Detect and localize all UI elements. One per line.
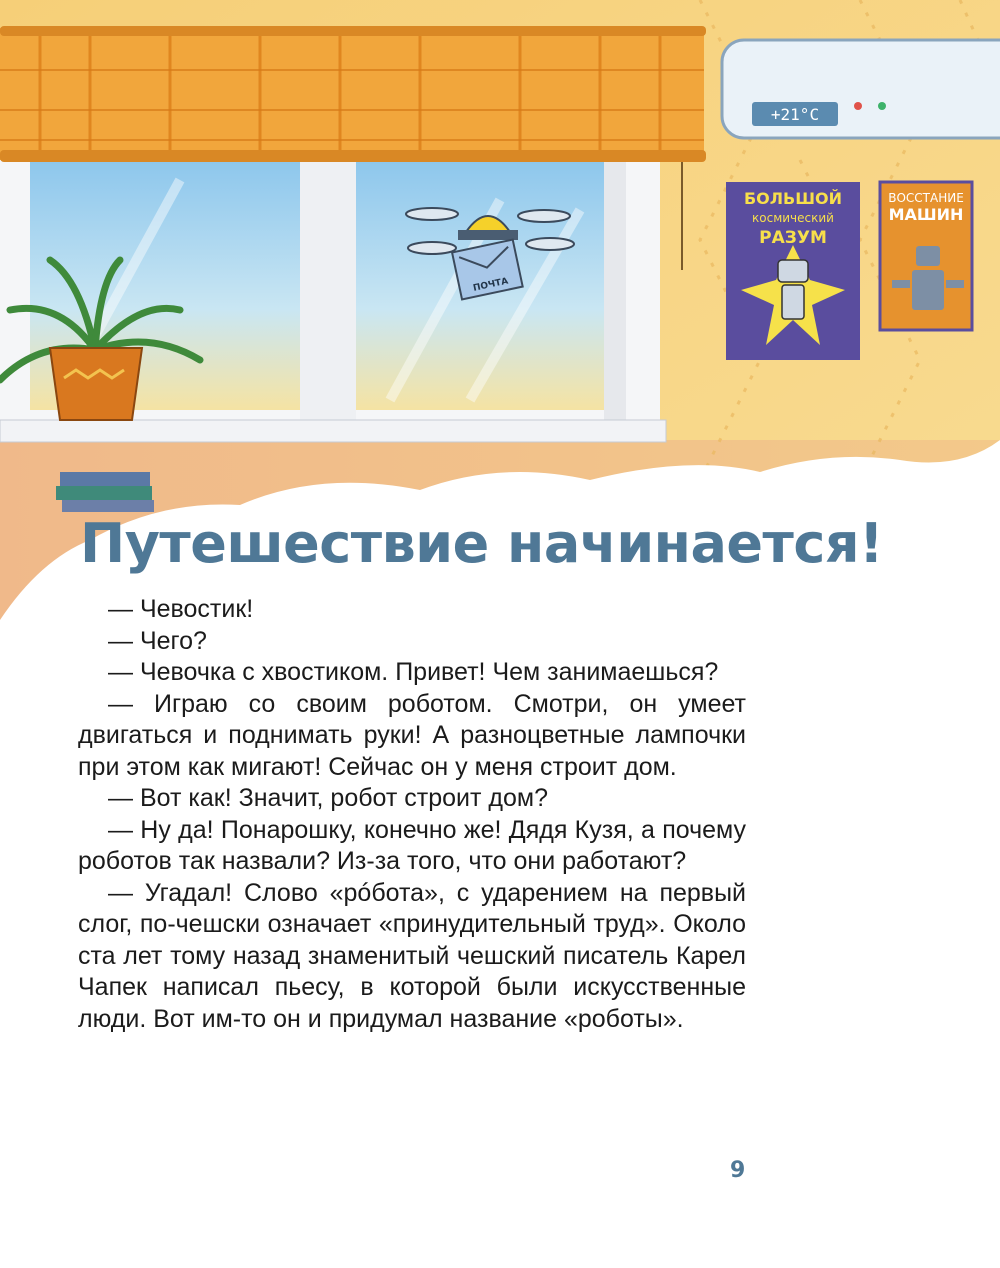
window-sill bbox=[0, 420, 666, 442]
drone-label: ПОЧТА bbox=[472, 276, 510, 294]
paragraph: — Вот как! Значит, робот строит дом? bbox=[108, 784, 548, 812]
svg-text:МАШИН: МАШИН bbox=[888, 205, 964, 224]
air-conditioner bbox=[722, 40, 1000, 138]
books bbox=[56, 472, 154, 512]
paragraph: — Чевостик! bbox=[108, 595, 254, 623]
page-number: 9 bbox=[730, 1158, 746, 1183]
paragraph: — Ну да! Понарошку, конечно же! Дядя Кузя, а почему роботов так назвали? Из-за того, что они работают? bbox=[78, 815, 746, 875]
paragraph: — Угадал! Слово «рóбота», с ударением на первый слог, по-чешски означает «принудительный труд». Около ста лет тому назад знаменитый чешский писатель Карел Чапек написал пьесу, в которой были искусственные люди. Вот им-то он и придумал название «роботы». bbox=[78, 878, 746, 1033]
paragraph: — Чевочка с хвостиком. Привет! Чем занимаешься? bbox=[108, 658, 719, 686]
svg-text:РАЗУМ: РАЗУМ bbox=[759, 228, 827, 248]
paragraph: — Чего? bbox=[108, 626, 207, 655]
ac-temperature: +21°C bbox=[770, 105, 820, 124]
svg-text:ВОССТАНИЕ: ВОССТАНИЕ bbox=[888, 191, 964, 205]
poster-rise-of-machines bbox=[880, 182, 972, 330]
chapter-title: Путешествие начинается! bbox=[80, 512, 884, 575]
story-text bbox=[78, 594, 746, 1035]
paragraph: — Играю со своим роботом. Смотри, он умеет двигаться и поднимать руки! А разноцветные лампочки при этом как мигают! Сейчас он у меня строит дом. bbox=[78, 689, 746, 781]
svg-text:БОЛЬШОЙ: БОЛЬШОЙ bbox=[743, 189, 843, 208]
svg-text:космический: космический bbox=[752, 211, 834, 225]
poster-big-cosmic-mind bbox=[726, 182, 860, 360]
